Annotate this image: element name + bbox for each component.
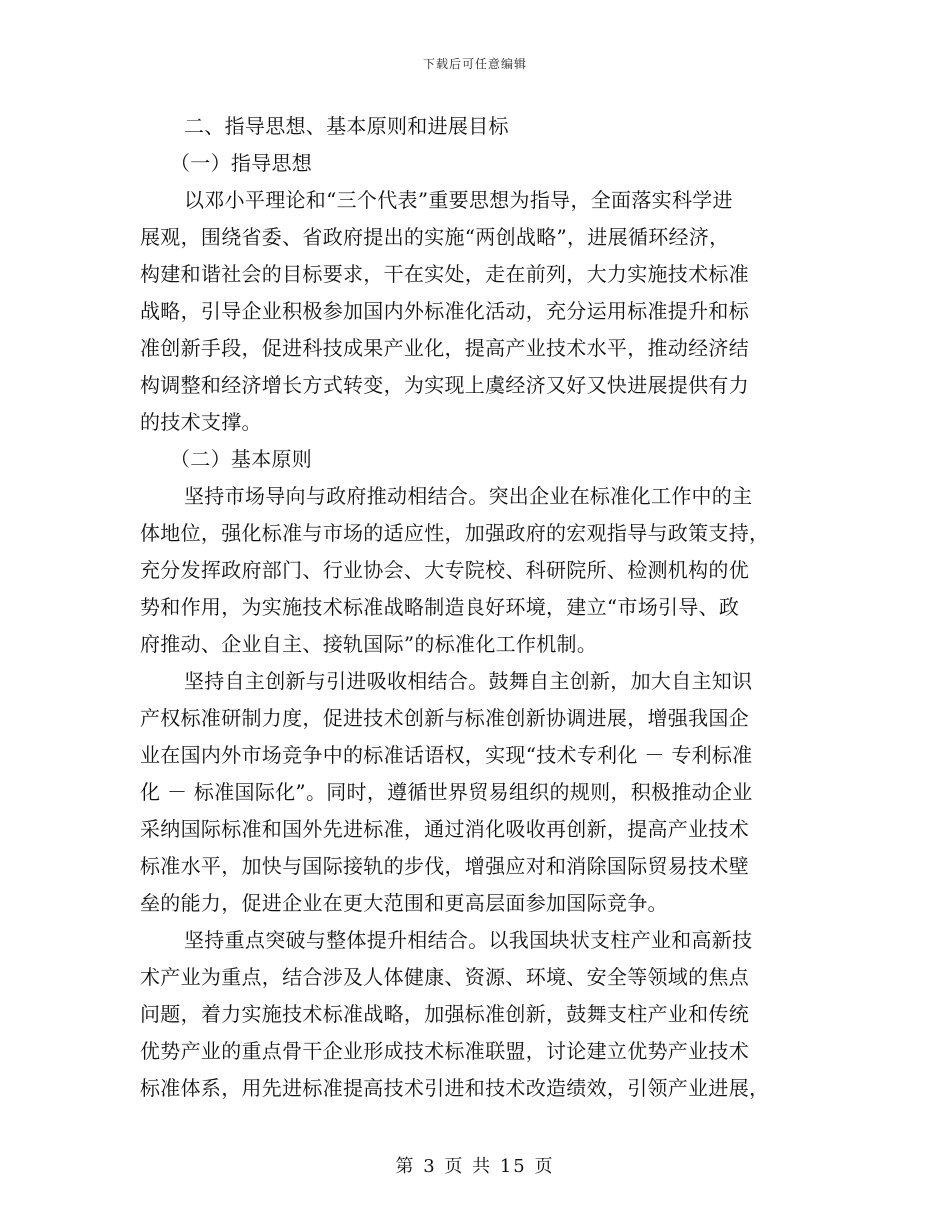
text-line: 标准体系，用先进标准提高技术引进和技术改造绩效，引领产业进展，	[140, 1076, 770, 1100]
text-line: 产权标准研制力度，促进技术创新与标准创新协调进展，增强我国企	[140, 706, 749, 730]
text-line: 问题，着力实施技术标准战略，加强标准创新，鼓舞支柱产业和传统	[140, 1002, 749, 1026]
text-line: 术产业为重点，结合涉及人体健康、资源、环境、安全等领域的焦点	[140, 965, 749, 989]
text-line: 垒的能力，促进企业在更大范围和更高层面参加国际竞争。	[140, 891, 668, 915]
text-line: 府推动、企业自主、接轨国际”的标准化工作机制。	[140, 632, 598, 656]
text-line: 体地位，强化标准与市场的适应性，加强政府的宏观指导与政策支持，	[140, 521, 770, 545]
text-line: 战略，引导企业积极参加国内外标准化活动，充分运用标准提升和标	[140, 299, 749, 323]
text-line: 采纳国际标准和国外先进标准，通过消化吸收再创新，提高产业技术	[140, 817, 749, 841]
text-line: （二）基本原则	[170, 447, 313, 471]
text-line: 坚持重点突破与整体提升相结合。以我国块状支柱产业和高新技	[184, 928, 753, 952]
text-line: 构建和谐社会的目标要求，干在实处，走在前列，大力实施技术标准	[140, 262, 749, 286]
text-line: 势和作用，为实施技术标准战略制造良好环境，建立“市场引导、政	[140, 595, 740, 619]
page-footer: 第 3 页 共 15 页	[395, 1156, 555, 1177]
text-line: 业在国内外市场竞争中的标准话语权，实现“技术专利化 － 专利标准	[140, 743, 753, 767]
header-note: 下载后可任意编辑	[422, 57, 527, 71]
text-line: 坚持市场导向与政府推动相结合。突出企业在标准化工作中的主	[184, 484, 753, 508]
text-line: 充分发挥政府部门、行业协会、大专院校、科研院所、检测机构的优	[140, 558, 749, 582]
text-line: 坚持自主创新与引进吸收相结合。鼓舞自主创新，加大自主知识	[184, 669, 753, 693]
text-line: （一）指导思想	[170, 151, 313, 175]
text-line: 标准水平，加快与国际接轨的步伐，增强应对和消除国际贸易技术壁	[140, 854, 749, 878]
text-line: 二、指导思想、基本原则和进展目标	[184, 114, 509, 138]
text-line: 构调整和经济增长方式转变，为实现上虞经济又好又快进展提供有力	[140, 373, 749, 397]
text-line: 的技术支撑。	[140, 410, 262, 434]
text-line: 以邓小平理论和“三个代表”重要思想为指导，全面落实科学进	[184, 188, 733, 212]
text-line: 优势产业的重点骨干企业形成技术标准联盟，讨论建立优势产业技术	[140, 1039, 749, 1063]
text-line: 化 － 标准国际化”。同时，遵循世界贸易组织的规则，积极推动企业	[140, 780, 753, 804]
document-body	[140, 108, 810, 1107]
text-line: 准创新手段，促进科技成果产业化，提高产业技术水平，推动经济结	[140, 336, 749, 360]
text-line: 展观，围绕省委、省政府提出的实施“两创战略”，进展循环经济，	[140, 225, 730, 249]
